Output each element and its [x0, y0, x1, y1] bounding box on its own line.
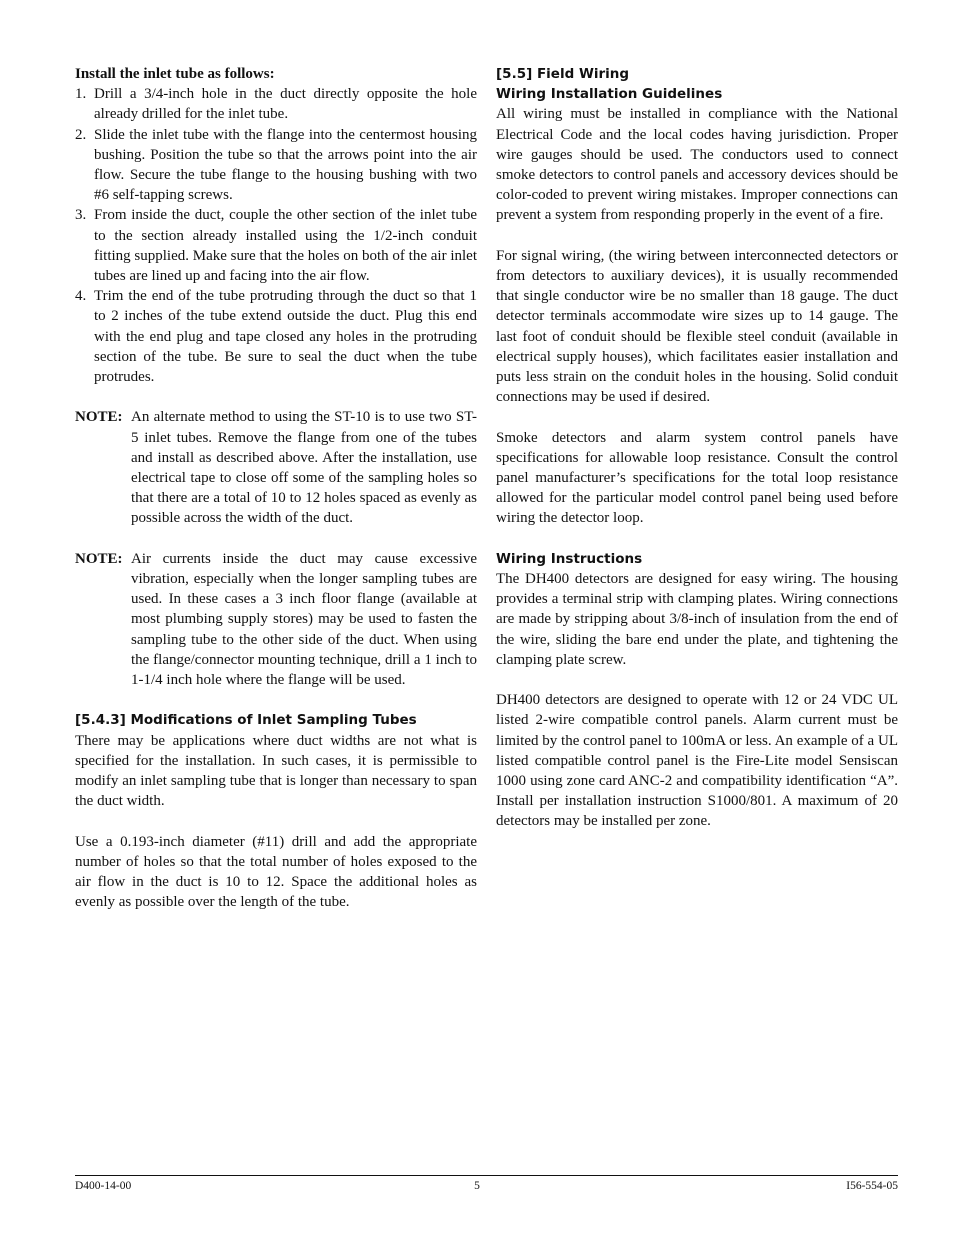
list-item	[75, 84, 477, 124]
paragraph: Smoke detectors and alarm system control panels have specifications for allowable loop resistance. Consult the control panel manufacturer’s specifications for the total loop resistance allowed for the particular model control panel being used before wiring the detector loop.	[496, 429, 898, 527]
install-steps-list	[75, 84, 477, 387]
note-text: Air currents inside the duct may cause excessive vibration, especially when the longer sampling tubes are used. In these cases a 3 inch floor flange (available at most plumbing supply stores) may be used to fasten the sampling tube to the other side of the duct. When using the flange/connector mounting technique, drill a 1 inch to 1-1/4 inch hole where the flange will be used.	[131, 550, 477, 689]
list-item	[75, 125, 477, 206]
subheading-instructions: Wiring Instructions	[496, 550, 643, 567]
paragraph: For signal wiring, (the wiring between interconnected detectors or from detectors to auxiliary devices), it is usually recommended that single conductor wire be no smaller than 18 gauge. The duct detector terminals accommodate wire sizes up to 14 gauge. The last foot of conduit should be flexible steel conduit (available in electrical supply houses), which facilitates easier installation and puts less strain on the conduit holes in the housing. Solid conduit connections may be used if desired.	[496, 247, 898, 406]
page-number: 5	[474, 1180, 480, 1192]
list-item	[75, 205, 477, 286]
step-text: Trim the end of the tube protruding through the duct so that 1 to 2 inches of the tube extend outside the duct. Plug this end with the end plug and tape closed any holes in the protruding section of the tube. Be sure to seal the duct when the tube protrudes.	[94, 288, 477, 386]
footer-doc-id: I56-554-05	[846, 1180, 898, 1192]
step-number: 4.	[75, 288, 87, 305]
note-label: NOTE:	[75, 409, 123, 426]
step-number: 2.	[75, 126, 87, 143]
section-heading-field-wiring: [5.5] Field Wiring	[496, 66, 630, 82]
step-number: 3.	[75, 207, 87, 224]
step-text: Drill a 3/4-inch hole in the duct directly opposite the hole already drilled for the inlet tube.	[94, 86, 477, 123]
note-alternate-method	[75, 407, 477, 528]
step-text: Slide the inlet tube with the flange into the centermost housing bushing. Position the tube so that the arrows point into the air flow. Secure the tube flange to the housing bushing with two #6 self-tapping screws.	[94, 126, 477, 204]
note-vibration	[75, 549, 477, 690]
paragraph: DH400 detectors are designed to operate with 12 or 24 VDC UL listed 2-wire compatible control panels. Alarm current must be limited by the control panel to 100mA or less. An example of a UL listed compatible control panel is the Fire-Lite model Sensiscan 1000 using zone card ANC-2 and compatibility identification “A”. Install per installation instruction S1000/801. A maximum of 20 detectors may be installed per zone.	[496, 692, 898, 830]
note-label: NOTE:	[75, 550, 123, 567]
step-text: From inside the duct, couple the other section of the inlet tube to the section already installed using the 1/2-inch conduit fitting supplied. Make sure that the holes on both of the air inlet tubes are lined up and facing into the air flow.	[94, 207, 477, 285]
paragraph: Use a 0.193-inch diameter (#11) drill and add the appropriate number of holes so that the total number of holes exposed to the air flow in the duct is 10 to 12. Space the additional holes as evenly as possible over the length of the tube.	[75, 833, 477, 911]
footer-divider	[75, 1175, 898, 1176]
footer-doc-code: D400-14-00	[75, 1180, 132, 1192]
list-item	[75, 286, 477, 387]
step-number: 1.	[75, 86, 87, 103]
note-text: An alternate method to using the ST-10 is to use two ST-5 inlet tubes. Remove the flange from one of the tubes and install as described above. After the installation, use electrical tape to close off some of the sampling holes so that there are a total of 10 to 12 holes spaced as evenly as possible across the width of the duct.	[131, 409, 477, 527]
section-heading-modifications: [5.4.3] Modifications of Inlet Sampling Tubes	[75, 712, 417, 729]
paragraph: The DH400 detectors are designed for easy wiring. The housing provides a terminal strip with clamping plates. Wiring connections are made by stripping about 3/8-inch of insulation from the end of the wire, sliding the bare end under the plate, and tightening the clamping plate screw.	[496, 571, 898, 668]
right-column	[496, 64, 898, 832]
paragraph: There may be applications where duct widths are not what is specified for the installation. In such cases, it is permissible to modify an inlet sampling tube that is longer than necessary to span the duct width.	[75, 732, 477, 810]
left-column	[75, 64, 477, 912]
subheading-guidelines: Wiring Installation Guidelines	[496, 86, 723, 103]
install-heading: Install the inlet tube as follows:	[75, 66, 275, 82]
paragraph: All wiring must be installed in compliance with the National Electrical Code and the local codes having jurisdiction. Proper wire gauges should be used. The conductors used to connect smoke detectors to control panels and accessory devices should be color-coded to prevent wiring mistakes. Improper connections can prevent a system from responding properly in the event of a fire.	[496, 106, 898, 224]
